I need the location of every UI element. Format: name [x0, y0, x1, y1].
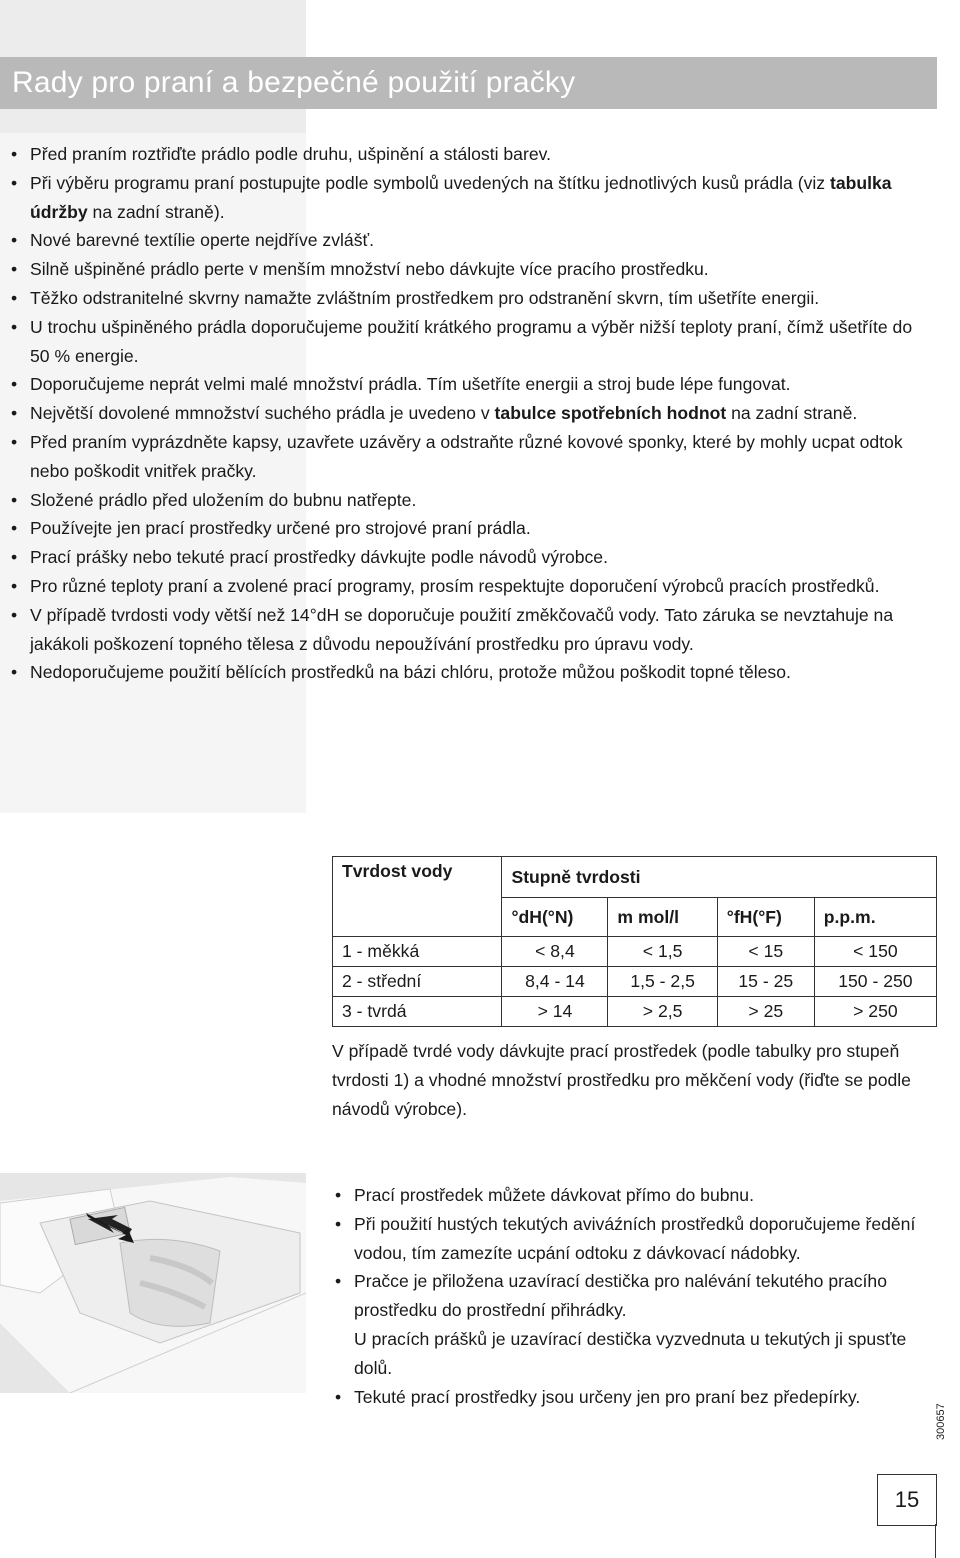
list-item	[6, 226, 926, 255]
document-code: 300657	[935, 1403, 947, 1440]
list-item-text: Prací prášky nebo tekuté prací prostředky dávkujte podle návodů výrobce.	[30, 547, 608, 568]
emphasized-reference: tabulce spotřebních hodnot	[494, 403, 727, 424]
list-item-text: Složené prádlo před uložením do bubnu natřepte.	[30, 489, 417, 510]
table-cell: > 2,5	[608, 997, 717, 1027]
list-item-text: • Tekuté prací prostředky jsou určeny jen pro praní bez předepírky.	[354, 1386, 861, 1407]
unit-header: °dH(°N)	[502, 898, 608, 937]
emphasized-reference: tabulka údržby	[30, 172, 892, 222]
list-item-text: Nové barevné textílie operte nejdříve zvlášť.	[30, 230, 374, 251]
list-item	[6, 601, 926, 659]
list-item	[6, 572, 926, 601]
list-item	[6, 514, 926, 543]
list-item	[330, 1181, 940, 1210]
list-item	[6, 140, 926, 169]
table-cell: 15 - 25	[717, 967, 814, 997]
list-item	[6, 284, 926, 313]
unit-header: p.p.m.	[814, 898, 936, 937]
group-header-degrees: Stupně tvrdosti	[502, 857, 937, 898]
list-item-text: Největší dovolené mmnožství suchého prádla je uvedeno v	[30, 403, 495, 424]
col-header-hardness: Tvrdost vody	[333, 857, 502, 937]
list-item	[330, 1210, 940, 1268]
list-item-text: Doporučujeme neprát velmi malé množství prádla. Tím ušetříte energii a stroj bude lépe fungovat.	[30, 374, 791, 395]
table-cell: > 250	[814, 997, 936, 1027]
table-cell: > 25	[717, 997, 814, 1027]
tips-list	[6, 140, 926, 687]
list-item-text: Používejte jen prací prostředky určené pro strojové praní prádla.	[30, 518, 531, 539]
list-item	[6, 543, 926, 572]
table-cell: < 1,5	[608, 937, 717, 967]
table-row	[333, 967, 937, 997]
list-item-text: na zadní straně).	[87, 201, 225, 222]
list-item	[6, 486, 926, 515]
list-item-text: V případě tvrdosti vody větší než 14°dH se doporučuje použití změkčovačů vody. Tato záruka se nevztahuje na jakákoli poškození topného tělesa z důvodu nepoužívání prostředku pro úpravu vody.	[30, 604, 894, 654]
page-divider	[935, 1524, 936, 1558]
table-cell: < 8,4	[502, 937, 608, 967]
unit-header: °fH(°F)	[717, 898, 814, 937]
table-cell: > 14	[502, 997, 608, 1027]
table-cell: < 15	[717, 937, 814, 967]
hardness-level: 2 - střední	[333, 967, 502, 997]
hardness-note: V případě tvrdé vody dávkujte prací prostředek (podle tabulky pro stupeň tvrdosti 1) a vhodné množství prostředku pro měkčení vody (řiďte se podle návodů výrobce).	[332, 1041, 911, 1119]
table-cell: 8,4 - 14	[502, 967, 608, 997]
table-row	[333, 997, 937, 1027]
list-item	[6, 399, 926, 428]
list-item-text: • Prací prostředek můžete dávkovat přímo do bubnu.	[354, 1185, 754, 1205]
unit-header: m mol/l	[608, 898, 717, 937]
list-item-text: Nedoporučujeme použití bělících prostředků na bázi chlóru, protože můžou poškodit topné těleso.	[30, 662, 791, 683]
list-item	[6, 658, 926, 687]
table-cell: 1,5 - 2,5	[608, 967, 717, 997]
list-item	[6, 255, 926, 284]
list-item-text: Silně ušpiněné prádlo perte v menším množství nebo dávkujte více pracího prostředku.	[30, 259, 709, 280]
list-item-text: U pracích prášků je uzavírací destička vyzvednuta u tekutých ji spusťte dolů.	[354, 1328, 907, 1378]
water-hardness-table	[332, 856, 937, 1027]
list-item-text: na zadní straně.	[726, 403, 858, 424]
list-item-text: Těžko odstranitelné skvrny namažte zvláštním prostředkem pro odstranění skvrn, tím ušetříte energii.	[30, 287, 820, 308]
table-row	[333, 937, 937, 967]
list-item	[330, 1383, 940, 1412]
list-item	[6, 428, 926, 486]
list-item-text: Pro různé teploty praní a zvolené prací programy, prosím respektujte doporučení výrobců pracích prostředků.	[30, 575, 880, 596]
list-item-text: • Pračce je přiložena uzavírací destička pro nalévání tekutého pracího prostředku do prostřední přihrádky.	[354, 1271, 888, 1321]
list-item	[6, 313, 926, 371]
detergent-drawer-illustration	[0, 1173, 306, 1393]
list-item	[6, 169, 926, 227]
list-item	[6, 370, 926, 399]
dispenser-tips-list	[330, 1181, 940, 1411]
hardness-level: 3 - tvrdá	[333, 997, 502, 1027]
list-item-text: • Při použití hustých tekutých aviváźních prostředků doporučujeme ředění vodou, tím zamezíte ucpání odtoku z dávkovací nádobky.	[354, 1213, 916, 1263]
table-cell: 150 - 250	[814, 967, 936, 997]
page-number: 15	[877, 1474, 937, 1526]
hardness-level: 1 - měkká	[333, 937, 502, 967]
list-item	[330, 1267, 940, 1382]
table-cell: < 150	[814, 937, 936, 967]
detergent-drawer-icon	[0, 1173, 306, 1393]
list-item-text: Před praním vyprázdněte kapsy, uzavřete uzávěry a odstraňte různé kovové sponky, které by mohly ucpat odtok nebo poškodit vnitřek pračky.	[30, 431, 903, 481]
list-item-text: Před praním roztřiďte prádlo podle druhu, ušpinění a stálosti barev.	[30, 144, 551, 164]
list-item-text: Při výběru programu praní postupujte podle symbolů uvedených na štítku jednotlivých kusů prádla (viz	[30, 172, 830, 193]
page-title: Rady pro praní a bezpečné použití pračky	[0, 57, 937, 109]
list-item-text: U trochu ušpiněného prádla doporučujeme použití krátkého programu a výběr nižší teploty praní, čímž ušetříte do 50 % energie.	[30, 316, 913, 366]
